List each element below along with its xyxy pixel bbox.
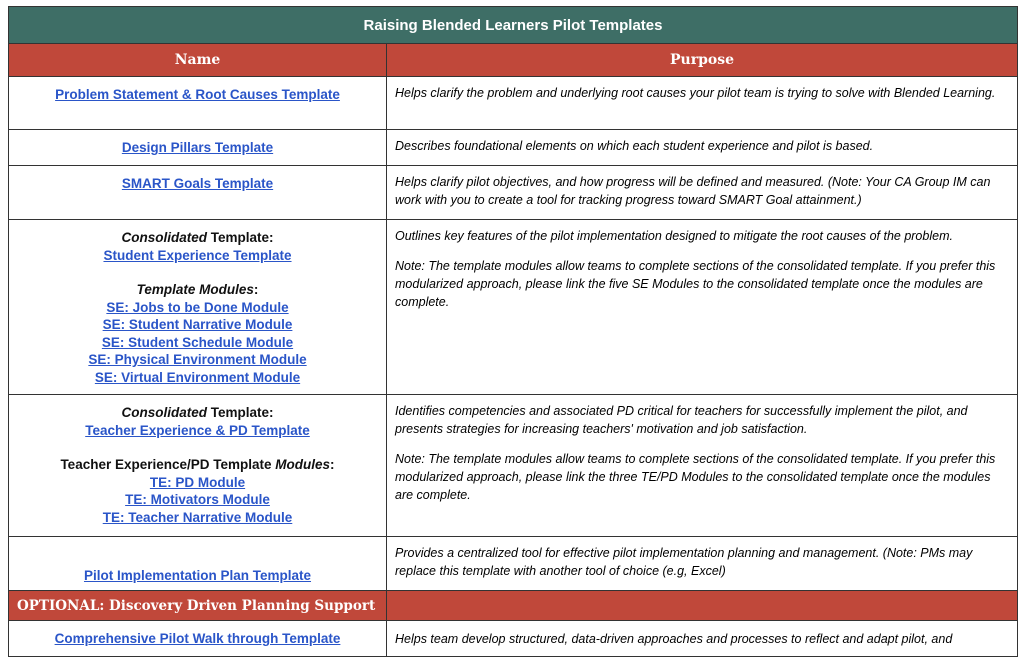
teacher-modules-label: Teacher Experience/PD Template Modules: bbox=[60, 457, 335, 472]
name-cell bbox=[9, 77, 387, 130]
name-cell bbox=[9, 220, 387, 395]
te-motivators-module-link[interactable]: TE: Motivators Module bbox=[125, 492, 270, 507]
name-cell bbox=[9, 537, 387, 591]
purpose-cell: Provides a centralized tool for effective pilot implementation planning and management. (Note: PMs may replace this template with another tool of choice (e.g, Excel) bbox=[387, 537, 1018, 591]
table-title: Raising Blended Learners Pilot Templates bbox=[9, 7, 1018, 44]
name-cell bbox=[9, 130, 387, 166]
templates-table-wrapper bbox=[8, 6, 1017, 657]
purpose-cell: Helps clarify pilot objectives, and how progress will be defined and measured. (Note: Your CA Group IM can work with you to create a tool for tracking progress toward SMART Goal attainment.) bbox=[387, 166, 1018, 220]
header-row bbox=[9, 44, 1018, 77]
purpose-text: Identifies competencies and associated PD critical for teachers for successfully implement the pilot, and presents strategies for increasing teachers' motivation and job satisfaction. bbox=[395, 404, 968, 436]
student-experience-template-link[interactable]: Student Experience Template bbox=[103, 247, 292, 263]
purpose-note: Note: The template modules allow teams to complete sections of the consolidated template. If you prefer this modularized approach, please link the five SE Modules to the consolidated template once the modules are complete. bbox=[395, 259, 996, 309]
template-modules-label: Template Modules: bbox=[136, 282, 259, 297]
se-jobs-module-link[interactable]: SE: Jobs to be Done Module bbox=[106, 299, 289, 315]
purpose-note: Note: The template modules allow teams to complete sections of the consolidated template. If you prefer this modularized approach, please link the three TE/PD Modules to the consolidated template once the modules are complete. bbox=[395, 452, 996, 502]
se-virtual-environment-module-link[interactable]: SE: Virtual Environment Module bbox=[94, 369, 301, 385]
table-row bbox=[9, 220, 1018, 395]
pilot-implementation-plan-link[interactable]: Pilot Implementation Plan Template bbox=[83, 567, 312, 583]
table-row bbox=[9, 166, 1018, 220]
consolidated-template-label: Consolidated Template: bbox=[121, 230, 274, 245]
purpose-cell bbox=[387, 395, 1018, 537]
design-pillars-template-link[interactable]: Design Pillars Template bbox=[121, 140, 274, 155]
teacher-experience-template-link[interactable]: Teacher Experience & PD Template bbox=[85, 422, 310, 438]
table-row bbox=[9, 621, 1018, 657]
table-row bbox=[9, 130, 1018, 166]
table-row bbox=[9, 537, 1018, 591]
table-row bbox=[9, 77, 1018, 130]
name-cell bbox=[9, 621, 387, 657]
table-row bbox=[9, 395, 1018, 537]
optional-section-label: OPTIONAL: Discovery Driven Planning Support bbox=[9, 591, 387, 621]
walkthrough-template-link[interactable]: Comprehensive Pilot Walk through Template bbox=[54, 631, 341, 646]
consolidated-template-label: Consolidated Template: bbox=[121, 405, 274, 420]
name-cell bbox=[9, 166, 387, 220]
purpose-cell bbox=[387, 220, 1018, 395]
se-physical-environment-module-link[interactable]: SE: Physical Environment Module bbox=[88, 352, 307, 367]
te-teacher-narrative-module-link[interactable]: TE: Teacher Narrative Module bbox=[102, 509, 293, 525]
purpose-cell: Helps clarify the problem and underlying root causes your pilot team is trying to solve with Blended Learning. bbox=[387, 77, 1018, 130]
se-student-narrative-module-link[interactable]: SE: Student Narrative Module bbox=[102, 317, 293, 332]
purpose-text: Outlines key features of the pilot implementation designed to mitigate the root causes of the problem. bbox=[395, 229, 953, 243]
purpose-cell: Describes foundational elements on which each student experience and pilot is based. bbox=[387, 130, 1018, 166]
optional-section-empty bbox=[387, 591, 1018, 621]
te-pd-module-link[interactable]: TE: PD Module bbox=[149, 474, 246, 490]
purpose-cell: Helps team develop structured, data-driven approaches and processes to reflect and adapt pilot, and bbox=[387, 621, 1018, 657]
se-student-schedule-module-link[interactable]: SE: Student Schedule Module bbox=[101, 334, 294, 350]
purpose-column-header: Purpose bbox=[387, 44, 1018, 77]
name-cell bbox=[9, 395, 387, 537]
optional-section-row bbox=[9, 591, 1018, 621]
name-column-header: Name bbox=[9, 44, 387, 77]
problem-statement-template-link[interactable]: Problem Statement & Root Causes Template bbox=[55, 87, 340, 102]
templates-table bbox=[8, 6, 1018, 657]
smart-goals-template-link[interactable]: SMART Goals Template bbox=[121, 176, 274, 191]
table-title-row bbox=[9, 7, 1018, 44]
